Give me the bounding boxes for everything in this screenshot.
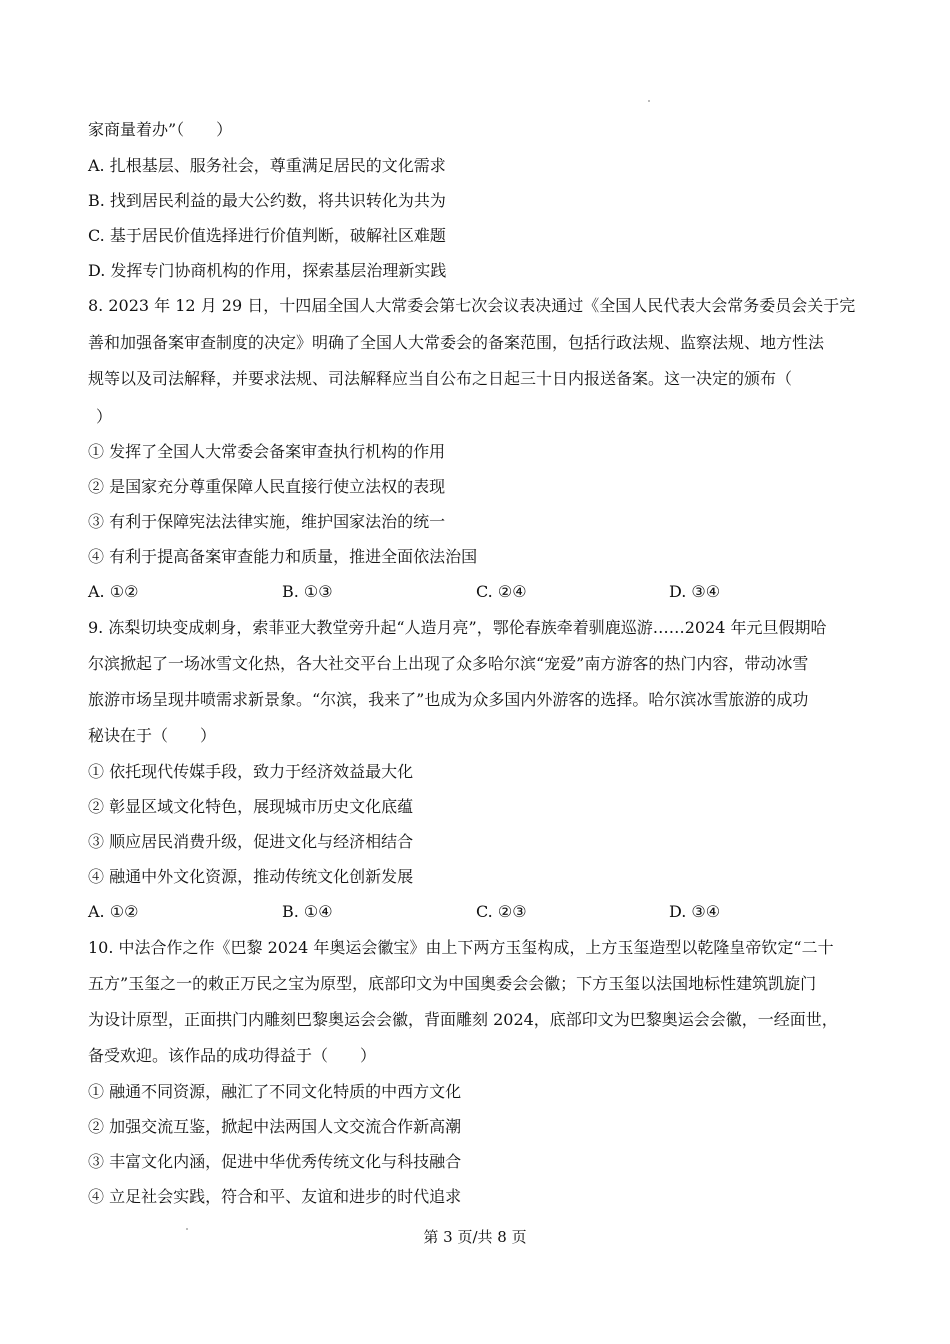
q9-item-1: ① 依托现代传媒手段，致力于经济效益最大化 xyxy=(88,762,414,781)
q8-stem-line: 善和加强备案审查制度的决定》明确了全国人大常委会的备案范围，包括行政法规、监察法规、地方性法 xyxy=(88,333,825,352)
q7-option-d: D. 发挥专门协商机构的作用，探索基层治理新实践 xyxy=(88,261,447,280)
q9-stem-line: 秘诀在于（ ） xyxy=(88,726,217,745)
q9-stem-line: 尔滨掀起了一场冰雪文化热，各大社交平台上出现了众多哈尔滨“宠爱”南方游客的热门内容，带动冰雪 xyxy=(88,654,809,673)
q9-item-4: ④ 融通中外文化资源，推动传统文化创新发展 xyxy=(88,867,414,886)
q9-stem-line: 旅游市场呈现井喷需求新景象。“尔滨，我来了”也成为众多国内外游客的选择。哈尔滨冰雪旅游的成功 xyxy=(88,690,809,709)
q8-stem-line: 规等以及司法解释，并要求法规、司法解释应当自公布之日起三十日内报送备案。这一决定的颁布（ xyxy=(88,369,793,388)
q8-item-2: ② 是国家充分尊重保障人民直接行使立法权的表现 xyxy=(88,477,446,496)
q7-stem-tail: 家商量着办”（ ） xyxy=(88,120,233,139)
q10-stem-line: 备受欢迎。该作品的成功得益于（ ） xyxy=(88,1046,377,1065)
q9-item-3: ③ 顺应居民消费升级，促进文化与经济相结合 xyxy=(88,832,414,851)
q8-choice-b: B. ①③ xyxy=(282,582,333,601)
q9-choice-b: B. ①④ xyxy=(282,902,333,921)
q7-option-a: A. 扎根基层、服务社会，尊重满足居民的文化需求 xyxy=(88,156,446,175)
page-footer: 第 3 页/共 8 页 xyxy=(423,1228,527,1246)
q10-item-3: ③ 丰富文化内涵，促进中华优秀传统文化与科技融合 xyxy=(88,1152,462,1171)
q9-choice-d: D. ③④ xyxy=(669,902,721,921)
q10-item-4: ④ 立足社会实践，符合和平、友谊和进步的时代追求 xyxy=(88,1187,462,1206)
q8-choice-d: D. ③④ xyxy=(669,582,721,601)
q8-item-1: ① 发挥了全国人大常委会备案审查执行机构的作用 xyxy=(88,442,446,461)
q8-item-4: ④ 有利于提高备案审查能力和质量，推进全面依法治国 xyxy=(88,547,478,566)
q7-option-b: B. 找到居民利益的最大公约数，将共识转化为共为 xyxy=(88,191,446,210)
q10-stem-line: 10. 中法合作之作《巴黎 2024 年奥运会徽宝》由上下两方玉玺构成，上方玉玺造型以乾隆皇帝钦定“二十 xyxy=(88,938,834,957)
q8-item-3: ③ 有利于保障宪法法律实施，维护国家法治的统一 xyxy=(88,512,446,531)
q8-stem-line: ） xyxy=(96,407,113,426)
q9-item-2: ② 彰显区域文化特色，展现城市历史文化底蕴 xyxy=(88,797,414,816)
scan-mark xyxy=(648,100,650,102)
q9-stem-line: 9. 冻梨切块变成刺身，索菲亚大教堂旁升起“人造月亮”，鄂伦春族牵着驯鹿巡游……2024 年元旦假期哈 xyxy=(88,618,827,637)
q10-item-2: ② 加强交流互鉴，掀起中法两国人文交流合作新高潮 xyxy=(88,1117,462,1136)
q9-choice-c: C. ②③ xyxy=(476,902,527,921)
q10-item-1: ① 融通不同资源，融汇了不同文化特质的中西方文化 xyxy=(88,1082,462,1101)
q10-stem-line: 五方”玉玺之一的敕正万民之宝为原型，底部印文为中国奥委会会徽；下方玉玺以法国地标性建筑凯旋门 xyxy=(88,974,817,993)
q9-choice-a: A. ①② xyxy=(88,902,139,921)
q8-choice-a: A. ①② xyxy=(88,582,139,601)
q8-choice-c: C. ②④ xyxy=(476,582,527,601)
q7-option-c: C. 基于居民价值选择进行价值判断，破解社区难题 xyxy=(88,226,446,245)
q10-stem-line: 为设计原型，正面拱门内雕刻巴黎奥运会会徽，背面雕刻 2024，底部印文为巴黎奥运会会徽，一经面世， xyxy=(88,1010,838,1029)
q8-stem-line: 8. 2023 年 12 月 29 日，十四届全国人大常委会第七次会议表决通过《全国人民代表大会常务委员会关于完 xyxy=(88,296,856,315)
